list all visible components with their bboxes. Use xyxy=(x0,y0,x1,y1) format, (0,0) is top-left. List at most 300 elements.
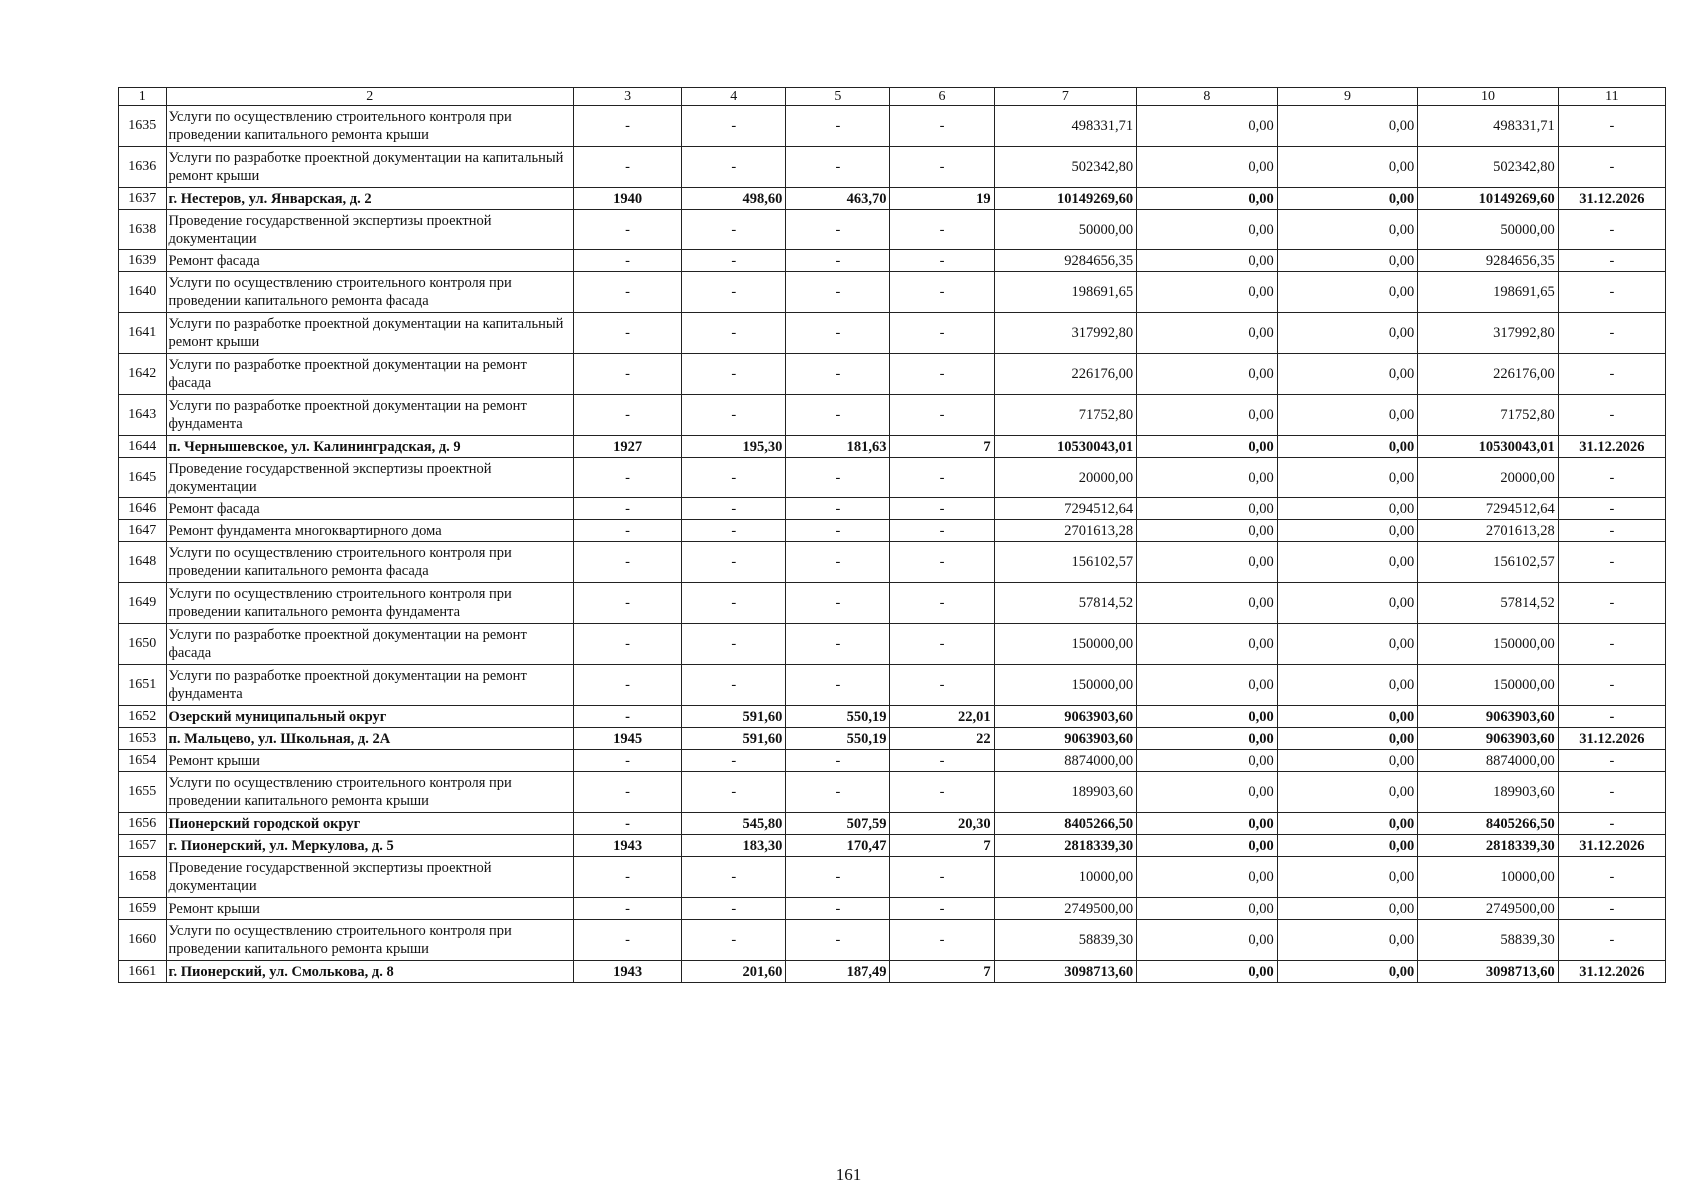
area-residential-cell: - xyxy=(786,395,890,436)
residents-cell: - xyxy=(890,147,994,188)
fund-cost-cell: 189903,60 xyxy=(1418,772,1559,813)
table-row xyxy=(119,665,1666,706)
area-residential-cell: - xyxy=(786,250,890,272)
col8-cell: 0,00 xyxy=(1137,147,1278,188)
item-name: Услуги по осуществлению строительного контроля при проведении капитального ремонта фасада xyxy=(166,272,573,313)
total-cost-cell: 71752,80 xyxy=(994,395,1137,436)
area-total-cell: - xyxy=(682,624,786,665)
area-total-cell: - xyxy=(682,665,786,706)
row-number: 1658 xyxy=(119,857,167,898)
col8-cell: 0,00 xyxy=(1137,706,1278,728)
item-name: г. Пионерский, ул. Меркулова, д. 5 xyxy=(166,835,573,857)
item-name: Ремонт фасада xyxy=(166,498,573,520)
item-name: Услуги по осуществлению строительного контроля при проведении капитального ремонта фасада xyxy=(166,542,573,583)
area-total-cell: 545,80 xyxy=(682,813,786,835)
col8-cell: 0,00 xyxy=(1137,436,1278,458)
area-residential-cell: - xyxy=(786,498,890,520)
page-number: 161 xyxy=(835,1165,862,1184)
total-cost-cell: 150000,00 xyxy=(994,665,1137,706)
area-residential-cell: - xyxy=(786,458,890,498)
deadline-cell: - xyxy=(1558,772,1665,813)
total-cost-cell: 189903,60 xyxy=(994,772,1137,813)
table-row xyxy=(119,813,1666,835)
item-name: Ремонт фасада xyxy=(166,250,573,272)
area-total-cell: 591,60 xyxy=(682,706,786,728)
column-header-8: 8 xyxy=(1137,88,1278,106)
fund-cost-cell: 2818339,30 xyxy=(1418,835,1559,857)
table-row xyxy=(119,272,1666,313)
row-number: 1652 xyxy=(119,706,167,728)
table-row xyxy=(119,583,1666,624)
deadline-cell: - xyxy=(1558,624,1665,665)
table-row xyxy=(119,250,1666,272)
total-cost-cell: 9284656,35 xyxy=(994,250,1137,272)
area-residential-cell: 550,19 xyxy=(786,728,890,750)
fund-cost-cell: 10149269,60 xyxy=(1418,188,1559,210)
deadline-cell: - xyxy=(1558,458,1665,498)
deadline-cell: - xyxy=(1558,354,1665,395)
column-header-4: 4 xyxy=(682,88,786,106)
year-cell: 1945 xyxy=(573,728,681,750)
year-cell: 1940 xyxy=(573,188,681,210)
col9-cell: 0,00 xyxy=(1277,498,1418,520)
year-cell: - xyxy=(573,772,681,813)
area-residential-cell: - xyxy=(786,210,890,250)
deadline-cell: 31.12.2026 xyxy=(1558,188,1665,210)
col8-cell: 0,00 xyxy=(1137,624,1278,665)
area-residential-cell: 507,59 xyxy=(786,813,890,835)
col8-cell: 0,00 xyxy=(1137,313,1278,354)
col9-cell: 0,00 xyxy=(1277,835,1418,857)
year-cell: - xyxy=(573,898,681,920)
col8-cell: 0,00 xyxy=(1137,520,1278,542)
item-name: Услуги по осуществлению строительного контроля при проведении капитального ремонта крыши xyxy=(166,106,573,147)
item-name: Услуги по разработке проектной документации на капитальный ремонт крыши xyxy=(166,147,573,188)
area-residential-cell: - xyxy=(786,147,890,188)
col9-cell: 0,00 xyxy=(1277,210,1418,250)
column-header-10: 10 xyxy=(1418,88,1559,106)
area-total-cell: - xyxy=(682,898,786,920)
residents-cell: 22,01 xyxy=(890,706,994,728)
table-row xyxy=(119,542,1666,583)
table-row xyxy=(119,898,1666,920)
item-name: Услуги по разработке проектной документации на ремонт фундамента xyxy=(166,395,573,436)
col8-cell: 0,00 xyxy=(1137,898,1278,920)
area-total-cell: - xyxy=(682,354,786,395)
fund-cost-cell: 150000,00 xyxy=(1418,624,1559,665)
table-row xyxy=(119,772,1666,813)
col8-cell: 0,00 xyxy=(1137,728,1278,750)
area-residential-cell: - xyxy=(786,857,890,898)
row-number: 1645 xyxy=(119,458,167,498)
fund-cost-cell: 57814,52 xyxy=(1418,583,1559,624)
row-number: 1644 xyxy=(119,436,167,458)
area-residential-cell: - xyxy=(786,106,890,147)
col8-cell: 0,00 xyxy=(1137,188,1278,210)
deadline-cell: - xyxy=(1558,210,1665,250)
fund-cost-cell: 50000,00 xyxy=(1418,210,1559,250)
fund-cost-cell: 502342,80 xyxy=(1418,147,1559,188)
col9-cell: 0,00 xyxy=(1277,436,1418,458)
area-total-cell: - xyxy=(682,520,786,542)
year-cell: - xyxy=(573,920,681,961)
area-residential-cell: 463,70 xyxy=(786,188,890,210)
deadline-cell: - xyxy=(1558,920,1665,961)
residents-cell: - xyxy=(890,583,994,624)
year-cell: 1943 xyxy=(573,835,681,857)
area-total-cell: 498,60 xyxy=(682,188,786,210)
item-name: Проведение государственной экспертизы проектной документации xyxy=(166,210,573,250)
col9-cell: 0,00 xyxy=(1277,750,1418,772)
fund-cost-cell: 3098713,60 xyxy=(1418,961,1559,983)
area-residential-cell: 187,49 xyxy=(786,961,890,983)
col9-cell: 0,00 xyxy=(1277,583,1418,624)
col8-cell: 0,00 xyxy=(1137,857,1278,898)
table-row xyxy=(119,458,1666,498)
item-name: Озерский муниципальный округ xyxy=(166,706,573,728)
year-cell: - xyxy=(573,313,681,354)
fund-cost-cell: 317992,80 xyxy=(1418,313,1559,354)
item-name: г. Нестеров, ул. Январская, д. 2 xyxy=(166,188,573,210)
col9-cell: 0,00 xyxy=(1277,706,1418,728)
fund-cost-cell: 58839,30 xyxy=(1418,920,1559,961)
deadline-cell: 31.12.2026 xyxy=(1558,835,1665,857)
area-total-cell: - xyxy=(682,272,786,313)
table-row xyxy=(119,835,1666,857)
total-cost-cell: 150000,00 xyxy=(994,624,1137,665)
total-cost-cell: 317992,80 xyxy=(994,313,1137,354)
total-cost-cell: 226176,00 xyxy=(994,354,1137,395)
fund-cost-cell: 198691,65 xyxy=(1418,272,1559,313)
year-cell: - xyxy=(573,210,681,250)
item-name: Услуги по осуществлению строительного контроля при проведении капитального ремонта крыши xyxy=(166,772,573,813)
item-name: Пионерский городской округ xyxy=(166,813,573,835)
table-body xyxy=(119,106,1666,983)
deadline-cell: 31.12.2026 xyxy=(1558,728,1665,750)
item-name: Проведение государственной экспертизы проектной документации xyxy=(166,857,573,898)
row-number: 1650 xyxy=(119,624,167,665)
residents-cell: - xyxy=(890,857,994,898)
col9-cell: 0,00 xyxy=(1277,250,1418,272)
col8-cell: 0,00 xyxy=(1137,458,1278,498)
area-total-cell: 201,60 xyxy=(682,961,786,983)
fund-cost-cell: 9063903,60 xyxy=(1418,706,1559,728)
deadline-cell: - xyxy=(1558,898,1665,920)
row-number: 1636 xyxy=(119,147,167,188)
year-cell: - xyxy=(573,147,681,188)
row-number: 1648 xyxy=(119,542,167,583)
residents-cell: - xyxy=(890,665,994,706)
row-number: 1642 xyxy=(119,354,167,395)
total-cost-cell: 9063903,60 xyxy=(994,706,1137,728)
column-header-2: 2 xyxy=(166,88,573,106)
column-number-row xyxy=(119,88,1666,106)
table-row xyxy=(119,395,1666,436)
column-header-9: 9 xyxy=(1277,88,1418,106)
residents-cell: 22 xyxy=(890,728,994,750)
item-name: п. Чернышевское, ул. Калининградская, д. 9 xyxy=(166,436,573,458)
residents-cell: 19 xyxy=(890,188,994,210)
table-row xyxy=(119,624,1666,665)
table-row xyxy=(119,354,1666,395)
fund-cost-cell: 9063903,60 xyxy=(1418,728,1559,750)
year-cell: - xyxy=(573,106,681,147)
area-residential-cell: - xyxy=(786,898,890,920)
deadline-cell: - xyxy=(1558,250,1665,272)
area-total-cell: - xyxy=(682,498,786,520)
year-cell: - xyxy=(573,395,681,436)
col9-cell: 0,00 xyxy=(1277,188,1418,210)
table-row xyxy=(119,210,1666,250)
row-number: 1637 xyxy=(119,188,167,210)
residents-cell: - xyxy=(890,210,994,250)
area-total-cell: - xyxy=(682,750,786,772)
fund-cost-cell: 20000,00 xyxy=(1418,458,1559,498)
residents-cell: - xyxy=(890,898,994,920)
item-name: Ремонт крыши xyxy=(166,750,573,772)
area-total-cell: 183,30 xyxy=(682,835,786,857)
col8-cell: 0,00 xyxy=(1137,542,1278,583)
table-row xyxy=(119,188,1666,210)
year-cell: - xyxy=(573,813,681,835)
residents-cell: 7 xyxy=(890,436,994,458)
area-residential-cell: 550,19 xyxy=(786,706,890,728)
col9-cell: 0,00 xyxy=(1277,147,1418,188)
area-residential-cell: - xyxy=(786,272,890,313)
item-name: Проведение государственной экспертизы проектной документации xyxy=(166,458,573,498)
year-cell: - xyxy=(573,624,681,665)
col8-cell: 0,00 xyxy=(1137,272,1278,313)
row-number: 1651 xyxy=(119,665,167,706)
col9-cell: 0,00 xyxy=(1277,961,1418,983)
total-cost-cell: 8874000,00 xyxy=(994,750,1137,772)
col8-cell: 0,00 xyxy=(1137,665,1278,706)
area-residential-cell: - xyxy=(786,354,890,395)
residents-cell: - xyxy=(890,542,994,583)
table-row xyxy=(119,520,1666,542)
area-total-cell: - xyxy=(682,210,786,250)
row-number: 1640 xyxy=(119,272,167,313)
item-name: Услуги по осуществлению строительного контроля при проведении капитального ремонта фундамента xyxy=(166,583,573,624)
table-row xyxy=(119,106,1666,147)
item-name: Ремонт крыши xyxy=(166,898,573,920)
col8-cell: 0,00 xyxy=(1137,106,1278,147)
deadline-cell: - xyxy=(1558,395,1665,436)
area-residential-cell: - xyxy=(786,772,890,813)
area-residential-cell: 181,63 xyxy=(786,436,890,458)
area-residential-cell: - xyxy=(786,750,890,772)
residents-cell: 7 xyxy=(890,961,994,983)
area-total-cell: - xyxy=(682,395,786,436)
col9-cell: 0,00 xyxy=(1277,898,1418,920)
col8-cell: 0,00 xyxy=(1137,920,1278,961)
year-cell: - xyxy=(573,272,681,313)
table-row xyxy=(119,498,1666,520)
deadline-cell: - xyxy=(1558,147,1665,188)
item-name: г. Пионерский, ул. Смолькова, д. 8 xyxy=(166,961,573,983)
year-cell: - xyxy=(573,458,681,498)
year-cell: 1927 xyxy=(573,436,681,458)
item-name: Услуги по разработке проектной документации на ремонт фасада xyxy=(166,624,573,665)
fund-cost-cell: 2749500,00 xyxy=(1418,898,1559,920)
row-number: 1641 xyxy=(119,313,167,354)
total-cost-cell: 57814,52 xyxy=(994,583,1137,624)
col8-cell: 0,00 xyxy=(1137,772,1278,813)
residents-cell: - xyxy=(890,750,994,772)
year-cell: - xyxy=(573,750,681,772)
total-cost-cell: 498331,71 xyxy=(994,106,1137,147)
fund-cost-cell: 9284656,35 xyxy=(1418,250,1559,272)
year-cell: - xyxy=(573,857,681,898)
column-header-1: 1 xyxy=(119,88,167,106)
row-number: 1657 xyxy=(119,835,167,857)
register-table-container xyxy=(118,87,1666,983)
col9-cell: 0,00 xyxy=(1277,772,1418,813)
col8-cell: 0,00 xyxy=(1137,750,1278,772)
deadline-cell: - xyxy=(1558,520,1665,542)
item-name: Ремонт фундамента многоквартирного дома xyxy=(166,520,573,542)
item-name: Услуги по разработке проектной документации на ремонт фундамента xyxy=(166,665,573,706)
total-cost-cell: 9063903,60 xyxy=(994,728,1137,750)
register-table xyxy=(118,87,1666,983)
fund-cost-cell: 7294512,64 xyxy=(1418,498,1559,520)
area-total-cell: - xyxy=(682,920,786,961)
area-total-cell: - xyxy=(682,250,786,272)
year-cell: 1943 xyxy=(573,961,681,983)
col9-cell: 0,00 xyxy=(1277,624,1418,665)
table-row xyxy=(119,313,1666,354)
total-cost-cell: 10149269,60 xyxy=(994,188,1137,210)
area-total-cell: - xyxy=(682,106,786,147)
area-residential-cell: - xyxy=(786,520,890,542)
row-number: 1653 xyxy=(119,728,167,750)
item-name: Услуги по осуществлению строительного контроля при проведении капитального ремонта крыши xyxy=(166,920,573,961)
residents-cell: - xyxy=(890,354,994,395)
row-number: 1643 xyxy=(119,395,167,436)
table-row xyxy=(119,750,1666,772)
residents-cell: - xyxy=(890,272,994,313)
col9-cell: 0,00 xyxy=(1277,395,1418,436)
col9-cell: 0,00 xyxy=(1277,920,1418,961)
total-cost-cell: 198691,65 xyxy=(994,272,1137,313)
deadline-cell: 31.12.2026 xyxy=(1558,961,1665,983)
residents-cell: - xyxy=(890,250,994,272)
area-total-cell: - xyxy=(682,458,786,498)
col9-cell: 0,00 xyxy=(1277,313,1418,354)
residents-cell: - xyxy=(890,106,994,147)
fund-cost-cell: 156102,57 xyxy=(1418,542,1559,583)
fund-cost-cell: 8405266,50 xyxy=(1418,813,1559,835)
deadline-cell: - xyxy=(1558,857,1665,898)
area-total-cell: - xyxy=(682,542,786,583)
area-total-cell: - xyxy=(682,857,786,898)
row-number: 1660 xyxy=(119,920,167,961)
column-header-3: 3 xyxy=(573,88,681,106)
row-number: 1654 xyxy=(119,750,167,772)
area-total-cell: - xyxy=(682,772,786,813)
col9-cell: 0,00 xyxy=(1277,728,1418,750)
col8-cell: 0,00 xyxy=(1137,395,1278,436)
row-number: 1656 xyxy=(119,813,167,835)
area-total-cell: - xyxy=(682,583,786,624)
fund-cost-cell: 71752,80 xyxy=(1418,395,1559,436)
row-number: 1639 xyxy=(119,250,167,272)
area-residential-cell: - xyxy=(786,665,890,706)
total-cost-cell: 2818339,30 xyxy=(994,835,1137,857)
row-number: 1647 xyxy=(119,520,167,542)
table-row xyxy=(119,706,1666,728)
column-header-5: 5 xyxy=(786,88,890,106)
row-number: 1661 xyxy=(119,961,167,983)
total-cost-cell: 502342,80 xyxy=(994,147,1137,188)
fund-cost-cell: 8874000,00 xyxy=(1418,750,1559,772)
table-row xyxy=(119,920,1666,961)
fund-cost-cell: 10000,00 xyxy=(1418,857,1559,898)
deadline-cell: 31.12.2026 xyxy=(1558,436,1665,458)
col8-cell: 0,00 xyxy=(1137,583,1278,624)
residents-cell: - xyxy=(890,772,994,813)
deadline-cell: - xyxy=(1558,542,1665,583)
col9-cell: 0,00 xyxy=(1277,272,1418,313)
col8-cell: 0,00 xyxy=(1137,250,1278,272)
area-residential-cell: - xyxy=(786,920,890,961)
residents-cell: - xyxy=(890,313,994,354)
col8-cell: 0,00 xyxy=(1137,498,1278,520)
year-cell: - xyxy=(573,542,681,583)
total-cost-cell: 10530043,01 xyxy=(994,436,1137,458)
year-cell: - xyxy=(573,583,681,624)
fund-cost-cell: 150000,00 xyxy=(1418,665,1559,706)
row-number: 1635 xyxy=(119,106,167,147)
col9-cell: 0,00 xyxy=(1277,665,1418,706)
year-cell: - xyxy=(573,498,681,520)
total-cost-cell: 2749500,00 xyxy=(994,898,1137,920)
residents-cell: - xyxy=(890,920,994,961)
col9-cell: 0,00 xyxy=(1277,354,1418,395)
area-residential-cell: - xyxy=(786,542,890,583)
deadline-cell: - xyxy=(1558,665,1665,706)
col8-cell: 0,00 xyxy=(1137,210,1278,250)
item-name: Услуги по разработке проектной документации на ремонт фасада xyxy=(166,354,573,395)
residents-cell: - xyxy=(890,520,994,542)
fund-cost-cell: 226176,00 xyxy=(1418,354,1559,395)
year-cell: - xyxy=(573,706,681,728)
residents-cell: - xyxy=(890,395,994,436)
item-name: Услуги по разработке проектной документации на капитальный ремонт крыши xyxy=(166,313,573,354)
total-cost-cell: 7294512,64 xyxy=(994,498,1137,520)
row-number: 1655 xyxy=(119,772,167,813)
row-number: 1649 xyxy=(119,583,167,624)
row-number: 1659 xyxy=(119,898,167,920)
area-total-cell: 591,60 xyxy=(682,728,786,750)
year-cell: - xyxy=(573,520,681,542)
fund-cost-cell: 10530043,01 xyxy=(1418,436,1559,458)
area-residential-cell: - xyxy=(786,583,890,624)
year-cell: - xyxy=(573,354,681,395)
col9-cell: 0,00 xyxy=(1277,520,1418,542)
deadline-cell: - xyxy=(1558,272,1665,313)
deadline-cell: - xyxy=(1558,706,1665,728)
deadline-cell: - xyxy=(1558,313,1665,354)
residents-cell: 20,30 xyxy=(890,813,994,835)
total-cost-cell: 10000,00 xyxy=(994,857,1137,898)
area-residential-cell: - xyxy=(786,313,890,354)
total-cost-cell: 58839,30 xyxy=(994,920,1137,961)
area-residential-cell: - xyxy=(786,624,890,665)
deadline-cell: - xyxy=(1558,498,1665,520)
fund-cost-cell: 2701613,28 xyxy=(1418,520,1559,542)
row-number: 1638 xyxy=(119,210,167,250)
